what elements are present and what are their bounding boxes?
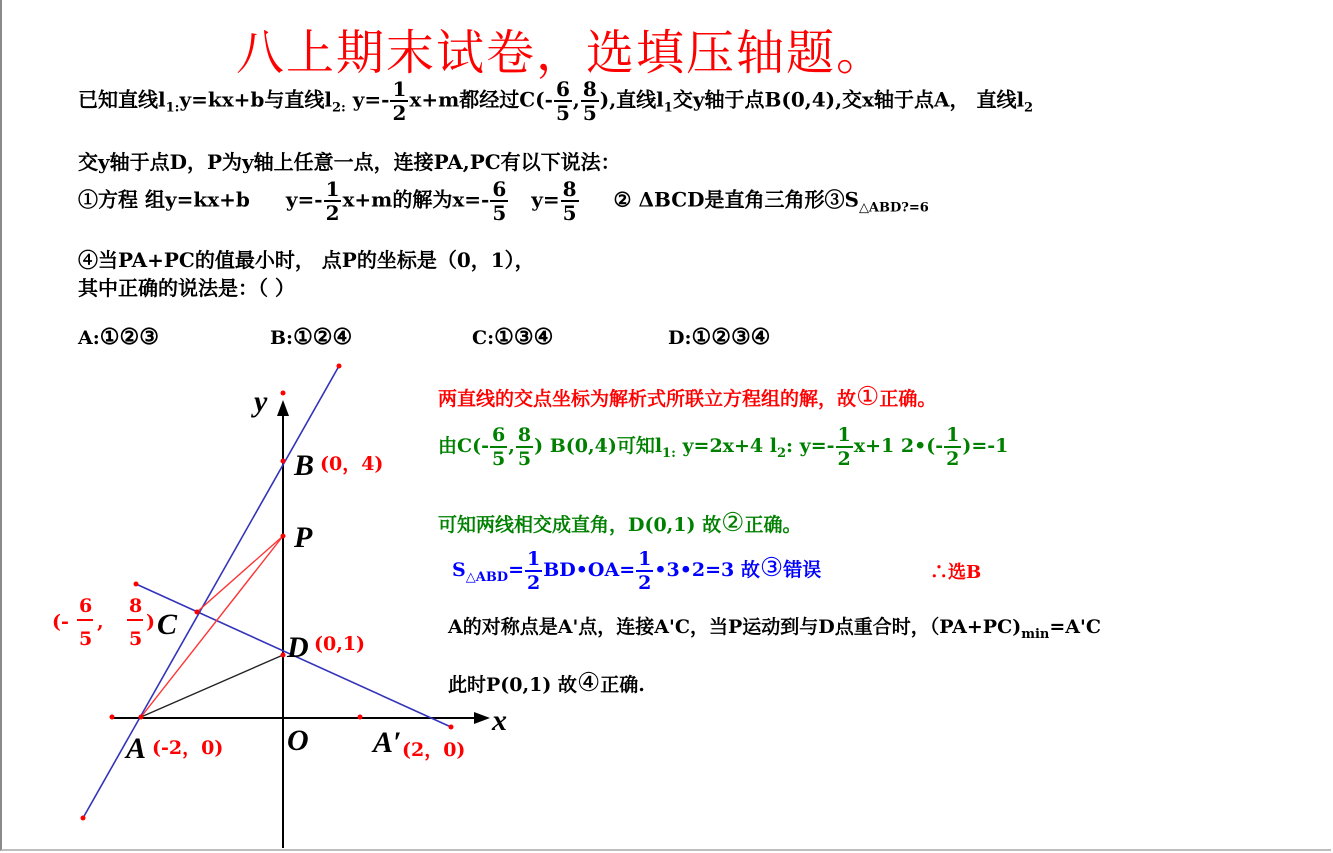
axis-point-left: [110, 715, 115, 720]
point-b-dot: [281, 459, 286, 464]
problem-line-1: 已知直线$l_{1:}y=kx+b$与直线$l_{2:}$ y=- $\frac{1}{2}$ x+m都经过C(- $\frac{6}{5}$ , $\frac{8}{5}$ ),直线$l_1$交y轴于点B(0,4),交x轴于点A， 直线$l_2$: [78, 77, 1034, 125]
line-end-dot: [134, 582, 139, 587]
coord-c-x-num: 6: [79, 595, 93, 617]
point-d-dot: [281, 653, 286, 658]
label-b: B: [294, 449, 315, 482]
label-a: A: [126, 732, 147, 765]
label-c: C: [157, 608, 178, 641]
statement-4: ④当PA+PC的值最小时， 点P的坐标是（0，1），: [78, 248, 535, 272]
x-axis-arrow: [474, 712, 490, 724]
label-d: D: [287, 631, 309, 664]
slide-title: 八上期末试卷，选填压轴题。: [236, 25, 887, 81]
point-a2-dot: [358, 715, 363, 720]
label-o: O: [287, 724, 309, 757]
option-c[interactable]: C:①③④: [472, 324, 554, 350]
axis-point-top: [281, 391, 286, 396]
explanation-6: 此时P(0,1) 故④正确.: [448, 668, 645, 698]
coord-b: (0，4): [320, 453, 384, 475]
explanation-3: 可知两线相交成直角，D(0,1) 故②正确。: [438, 508, 802, 538]
coord-c-comma: ,: [97, 611, 104, 633]
problem-line-2: 交y轴于点D，P为y轴上任意一点，连接PA,PC有以下说法：: [78, 150, 621, 174]
explanation-5: A的对称点是A'点，连接A'C，当P运动到与D点重合时，$(PA+PC)_{min}=A'C$: [448, 616, 1101, 642]
coord-c-close: ): [146, 611, 155, 633]
point-p-dot: [281, 534, 286, 539]
fraction-half: $\frac{1}{2}$: [392, 77, 407, 125]
coord-c-y-den: 5: [129, 628, 143, 650]
coord-c-x-den: 5: [79, 628, 93, 650]
label-x: x: [492, 704, 507, 737]
answer-choice: ∴选B: [930, 562, 982, 583]
label-p: P: [294, 521, 313, 554]
segment-pc: [197, 536, 283, 612]
y-axis-arrow: [277, 400, 289, 416]
explanation-4: $S_{\triangle ABD}=$ $\frac{1}{2}$ BD•OA= $\frac{1}{2}$ •3•2=3 故③错误: [452, 548, 822, 594]
line-end-dot: [449, 725, 454, 730]
coord-a-prime: (2，0): [402, 739, 466, 761]
point-c-dot: [195, 610, 200, 615]
option-a[interactable]: A:①②③: [78, 324, 159, 350]
option-b[interactable]: B:①②④: [270, 324, 353, 350]
explanation-2: 由C(- $\frac{6}{5}$ , $\frac{8}{5}$ ) B(0,4)可知$l_{1:}$ y=2x+4 $l_2$: y=- $\frac{1}{2}$ x+1 2•(- $\frac{1}{2}$ )=-1: [438, 424, 1009, 470]
coord-c-open: (-: [52, 611, 69, 633]
question-prompt: 其中正确的说法是：（ ）: [78, 276, 295, 300]
fraction-c-y: $\frac{8}{5}$: [582, 77, 597, 125]
explanation-1: 两直线的交点坐标为解析式所联立方程组的解，故①正确。: [438, 382, 937, 412]
statement-1: ①方程 组y=kx+b y=- $\frac{1}{2}$ x+m的解为x=- $\frac{6}{5}$ y= $\frac{8}{5}$ ② ΔBCD是直角三角形$③S_{\triangle ABD?=6}$: [78, 177, 929, 225]
line-end-dot: [81, 816, 86, 821]
coord-a: (-2，0): [152, 737, 224, 759]
label-a-prime: A′: [373, 726, 402, 759]
coord-d: (0,1): [314, 633, 366, 655]
coord-c-y-num: 8: [129, 595, 143, 617]
option-d[interactable]: D:①②③④: [668, 324, 771, 350]
line-end-dot: [337, 364, 342, 369]
point-a-dot: [139, 715, 144, 720]
segment-ad: [141, 655, 283, 717]
label-y: y: [254, 385, 268, 418]
fraction-c-x: $\frac{6}{5}$: [555, 77, 570, 125]
